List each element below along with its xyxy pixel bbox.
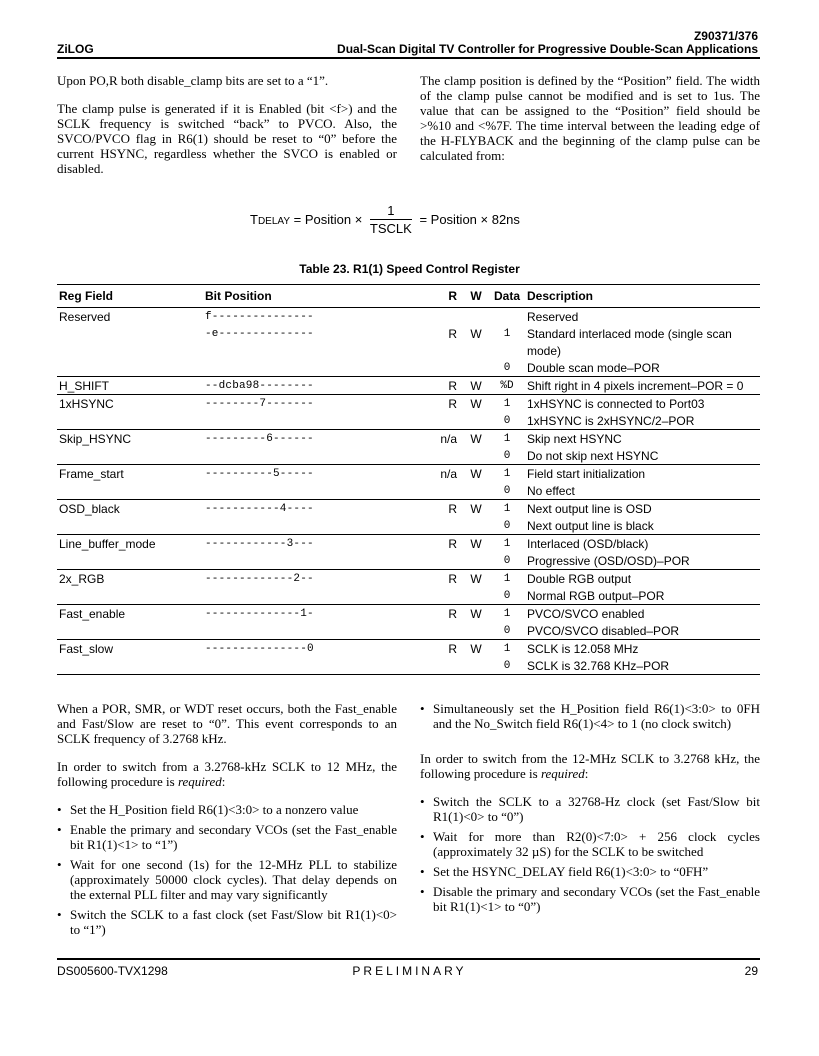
paragraph: Upon PO,R both disable_clamp bits are set to a “1”. — [57, 73, 329, 88]
cell-description: Normal RGB output–POR — [527, 588, 665, 603]
cell-description: Reserved — [525, 308, 760, 326]
bottom-right-column — [420, 701, 760, 919]
cell-r — [405, 308, 463, 326]
cell-data: 0 — [503, 414, 511, 427]
document-title: Dual-Scan Digital TV Controller for Progressive Double-Scan Applications — [337, 42, 758, 56]
cell-bit-position — [203, 482, 405, 500]
cell-r: n/a — [405, 430, 463, 448]
cell-description: Do not skip next HSYNC — [527, 448, 659, 463]
formula-lhs — [250, 212, 290, 227]
list-item: • Set the H_Position field R6(1)<3:0> to a nonzero value — [57, 802, 397, 817]
list-item: • Wait for one second (1s) for the 12-MHz PLL to stabilize (approximately 50000 clock cycles). That delay depends on the external PLL filter and may vary significantly — [57, 857, 397, 902]
cell-reg-field: Fast_enable — [57, 605, 203, 623]
speed-control-register-table — [57, 284, 760, 675]
cell-bit-position — [203, 342, 405, 359]
cell-bit-position: ----------5----- — [203, 465, 405, 483]
list-item: • Simultaneously set the H_Position field R6(1)<3:0> to 0FH and the No_Switch field R6(1)<4> to 1 (no clock switch) — [420, 701, 760, 731]
table-row — [57, 342, 760, 359]
cell-data: 0 — [503, 554, 511, 567]
paragraph — [420, 751, 760, 781]
cell-w — [463, 342, 487, 359]
cell-r — [405, 412, 463, 430]
cell-reg-field — [57, 552, 203, 570]
list-item: • Enable the primary and secondary VCOs (set the Fast_enable bit R1(1)<1> to “1”) — [57, 822, 397, 852]
cell-r: R — [405, 500, 463, 518]
cell-reg-field: Frame_start — [57, 465, 203, 483]
cell-w: W — [463, 640, 487, 658]
table-caption: Table 23. R1(1) Speed Control Register — [299, 262, 520, 276]
cell-r: R — [405, 640, 463, 658]
list-item: • Set the HSYNC_DELAY field R6(1)<3:0> to “0FH” — [420, 864, 760, 879]
cell-r: R — [405, 605, 463, 623]
cell-reg-field: 1xHSYNC — [57, 395, 203, 413]
table-row — [57, 412, 760, 430]
cell-reg-field — [57, 342, 203, 359]
cell-reg-field: Fast_slow — [57, 640, 203, 658]
cell-bit-position: --dcba98-------- — [203, 377, 405, 395]
table-header-row — [57, 285, 760, 308]
bottom-left-column — [57, 701, 397, 942]
cell-description: Double RGB output — [525, 570, 760, 588]
cell-w: W — [463, 465, 487, 483]
paragraph-text: In order to switch from the 12-MHz SCLK to 3.2768 kHz, the following procedure is — [420, 751, 760, 781]
cell-data: 0 — [487, 657, 525, 675]
top-left-column — [57, 73, 397, 189]
list-item: • Switch the SCLK to a fast clock (set Fast/Slow bit R1(1)<0> to “1”) — [57, 907, 397, 937]
cell-reg-field — [57, 622, 203, 640]
cell-bit-position — [203, 587, 405, 605]
cell-description: Progressive (OSD/OSD)–POR — [527, 553, 690, 568]
cell-w: W — [463, 535, 487, 553]
list-item: • Disable the primary and secondary VCOs (set the Fast_enable bit R1(1)<1> to “0”) — [420, 884, 760, 914]
cell-w: W — [470, 326, 482, 341]
formula-numerator: 1 — [370, 203, 412, 220]
cell-bit-position: ------------3--- — [203, 535, 405, 553]
procedure-list — [420, 701, 760, 731]
cell-description: Skip next HSYNC — [525, 430, 760, 448]
cell-reg-field: Skip_HSYNC — [57, 430, 203, 448]
cell-reg-field — [57, 517, 203, 535]
cell-reg-field: Line_buffer_mode — [57, 535, 203, 553]
cell-data: 1 — [487, 500, 525, 518]
cell-description: Field start initialization — [525, 465, 760, 483]
cell-description: Shift right in 4 pixels increment–POR = 0 — [525, 377, 760, 395]
cell-w — [463, 308, 487, 326]
table-row — [57, 465, 760, 483]
cell-bit-position: f--------------- — [203, 308, 405, 326]
cell-r: n/a — [405, 465, 463, 483]
cell-reg-field — [57, 482, 203, 500]
cell-data: 0 — [503, 589, 511, 602]
cell-description: SCLK is 32.768 KHz–POR — [525, 657, 760, 675]
table-row — [57, 308, 760, 326]
cell-data: 1 — [487, 465, 525, 483]
cell-r: R — [405, 570, 463, 588]
cell-r — [405, 342, 463, 359]
table-row — [57, 482, 760, 500]
table-row — [57, 447, 760, 465]
paragraph-text: In order to switch from a 3.2768-kHz SCLK to 12 MHz, the following procedure is — [57, 759, 397, 789]
paragraph — [57, 759, 397, 789]
cell-data: 1 — [487, 430, 525, 448]
paragraph: The clamp pulse is generated if it is Enabled (bit <f>) and the SCLK frequency is switched “back” to PVCO. Also, the SVCO/PVCO flag in R6(1) should be reset to “0” before the current HSYNC, regardless whether the SVCO is enabled or disabled. — [57, 101, 397, 176]
cell-data: 0 — [503, 484, 511, 497]
cell-bit-position: ---------6------ — [203, 430, 405, 448]
footer-rule — [57, 958, 760, 960]
cell-w — [463, 482, 487, 500]
formula-denominator: TSCLK — [369, 221, 412, 236]
table-row — [57, 605, 760, 623]
cell-description: PVCO/SVCO enabled — [525, 605, 760, 623]
cell-reg-field: 2x_RGB — [57, 570, 203, 588]
cell-reg-field — [57, 325, 203, 342]
cell-description: mode) — [527, 343, 562, 358]
formula-eq2: = Position × 82ns — [419, 212, 520, 227]
cell-data: 1 — [487, 605, 525, 623]
cell-bit-position — [203, 359, 405, 377]
emphasis-required: required — [177, 774, 222, 789]
table-row — [57, 517, 760, 535]
table-row — [57, 552, 760, 570]
cell-w — [463, 552, 487, 570]
header-w: W — [463, 285, 487, 308]
cell-reg-field: H_SHIFT — [57, 377, 203, 395]
header-data: Data — [487, 285, 525, 308]
cell-description: No effect — [527, 483, 575, 498]
cell-data: 0 — [503, 624, 511, 637]
cell-data: 1 — [487, 395, 525, 413]
cell-w: W — [463, 377, 487, 395]
tdelay-formula — [250, 203, 520, 236]
table-row — [57, 359, 760, 377]
cell-reg-field — [57, 587, 203, 605]
header-r: R — [405, 285, 463, 308]
cell-description: Standard interlaced mode (single scan — [527, 326, 732, 341]
table-row — [57, 622, 760, 640]
cell-w — [463, 412, 487, 430]
list-item: • Switch the SCLK to a 32768-Hz clock (set Fast/Slow bit R1(1)<0> to “0”) — [420, 794, 760, 824]
cell-r — [405, 447, 463, 465]
table-row — [57, 640, 760, 658]
top-right-column — [420, 73, 760, 176]
cell-bit-position — [203, 517, 405, 535]
cell-r: R — [448, 326, 457, 341]
table-row — [57, 395, 760, 413]
cell-bit-position — [203, 622, 405, 640]
table-row — [57, 587, 760, 605]
cell-bit-position: --------------1- — [203, 605, 405, 623]
cell-description: SCLK is 12.058 MHz — [525, 640, 760, 658]
cell-r — [405, 587, 463, 605]
paragraph: The clamp position is defined by the “Position” field. The width of the clamp pulse cannot be modified and is set to 1us. The value that can be assigned to the “Position” field should be >%10 and <%7F. The time interval between the leading edge of the H-FLYBACK and the beginning of the clamp pulse can be calculated from: — [420, 73, 760, 163]
procedure-list — [420, 794, 760, 914]
cell-data: 0 — [503, 449, 511, 462]
paragraph-text: : — [584, 766, 589, 781]
cell-w — [463, 657, 487, 675]
table-row — [57, 657, 760, 675]
cell-data: 1 — [503, 327, 511, 340]
cell-w — [463, 447, 487, 465]
cell-reg-field: Reserved — [57, 308, 203, 326]
cell-r: R — [405, 395, 463, 413]
cell-description: 1xHSYNC is connected to Port03 — [525, 395, 760, 413]
cell-data: 1 — [487, 640, 525, 658]
table-row — [57, 500, 760, 518]
cell-bit-position — [203, 447, 405, 465]
paragraph: When a POR, SMR, or WDT reset occurs, both the Fast_enable and Fast/Slow are reset to “0”. This event corresponds to an SCLK frequency of 3.2768 kHz. — [57, 701, 397, 746]
table-row — [57, 377, 760, 395]
cell-data — [487, 308, 525, 326]
cell-w — [463, 359, 487, 377]
cell-r — [405, 657, 463, 675]
company-name: ZiLOG — [57, 42, 94, 56]
cell-bit-position: -e-------------- — [205, 327, 314, 340]
cell-data: 0 — [503, 519, 511, 532]
cell-bit-position: -------------2-- — [203, 570, 405, 588]
formula-subscript: DELAY — [257, 216, 291, 227]
procedure-list — [57, 802, 397, 937]
footer-status: PRELIMINARY — [352, 964, 467, 978]
cell-data: 0 — [503, 361, 511, 374]
cell-r — [405, 517, 463, 535]
cell-data: %D — [487, 377, 525, 395]
cell-w — [463, 622, 487, 640]
cell-w: W — [463, 500, 487, 518]
header-description: Description — [525, 285, 760, 308]
cell-data — [487, 342, 525, 359]
cell-description: Next output line is black — [527, 518, 654, 533]
cell-w: W — [463, 570, 487, 588]
cell-reg-field — [57, 657, 203, 675]
formula-t: T — [250, 212, 258, 227]
emphasis-required: required — [540, 766, 585, 781]
cell-w: W — [463, 430, 487, 448]
footer-doc-id: DS005600-TVX1298 — [57, 964, 168, 978]
cell-bit-position — [203, 657, 405, 675]
paragraph-text: : — [221, 774, 226, 789]
cell-bit-position: -----------4---- — [203, 500, 405, 518]
table-body — [57, 308, 760, 675]
cell-description: Next output line is OSD — [525, 500, 760, 518]
cell-r: R — [405, 535, 463, 553]
cell-r — [405, 622, 463, 640]
cell-r — [405, 482, 463, 500]
cell-r — [405, 359, 463, 377]
table-row — [57, 570, 760, 588]
page-number: 29 — [744, 964, 758, 978]
cell-description: 1xHSYNC is 2xHSYNC/2–POR — [527, 413, 695, 428]
cell-bit-position — [203, 552, 405, 570]
cell-reg-field — [57, 359, 203, 377]
cell-data: 1 — [487, 570, 525, 588]
document-number: Z90371/376 — [693, 29, 758, 43]
list-item: • Wait for more than R2(0)<7:0> + 256 clock cycles (approximately 32 µS) for the SCLK to be switched — [420, 829, 760, 859]
table-row — [57, 325, 760, 342]
cell-w — [463, 587, 487, 605]
header-reg-field: Reg Field — [57, 285, 203, 308]
cell-data: 1 — [487, 535, 525, 553]
formula-fraction — [370, 203, 412, 236]
cell-w — [463, 517, 487, 535]
cell-bit-position: --------7------- — [203, 395, 405, 413]
table-row — [57, 430, 760, 448]
cell-w: W — [463, 605, 487, 623]
cell-r — [405, 552, 463, 570]
cell-reg-field — [57, 447, 203, 465]
header-bit-position: Bit Position — [203, 285, 405, 308]
cell-description: PVCO/SVCO disabled–POR — [527, 623, 680, 638]
cell-bit-position — [203, 412, 405, 430]
cell-w: W — [463, 395, 487, 413]
cell-bit-position: ---------------0 — [203, 640, 405, 658]
cell-reg-field — [57, 412, 203, 430]
cell-reg-field: OSD_black — [57, 500, 203, 518]
header-rule — [57, 57, 760, 59]
formula-eq1: = Position × — [293, 212, 363, 227]
table-row — [57, 535, 760, 553]
cell-r: R — [405, 377, 463, 395]
cell-description: Interlaced (OSD/black) — [525, 535, 760, 553]
cell-description: Double scan mode–POR — [527, 360, 660, 375]
